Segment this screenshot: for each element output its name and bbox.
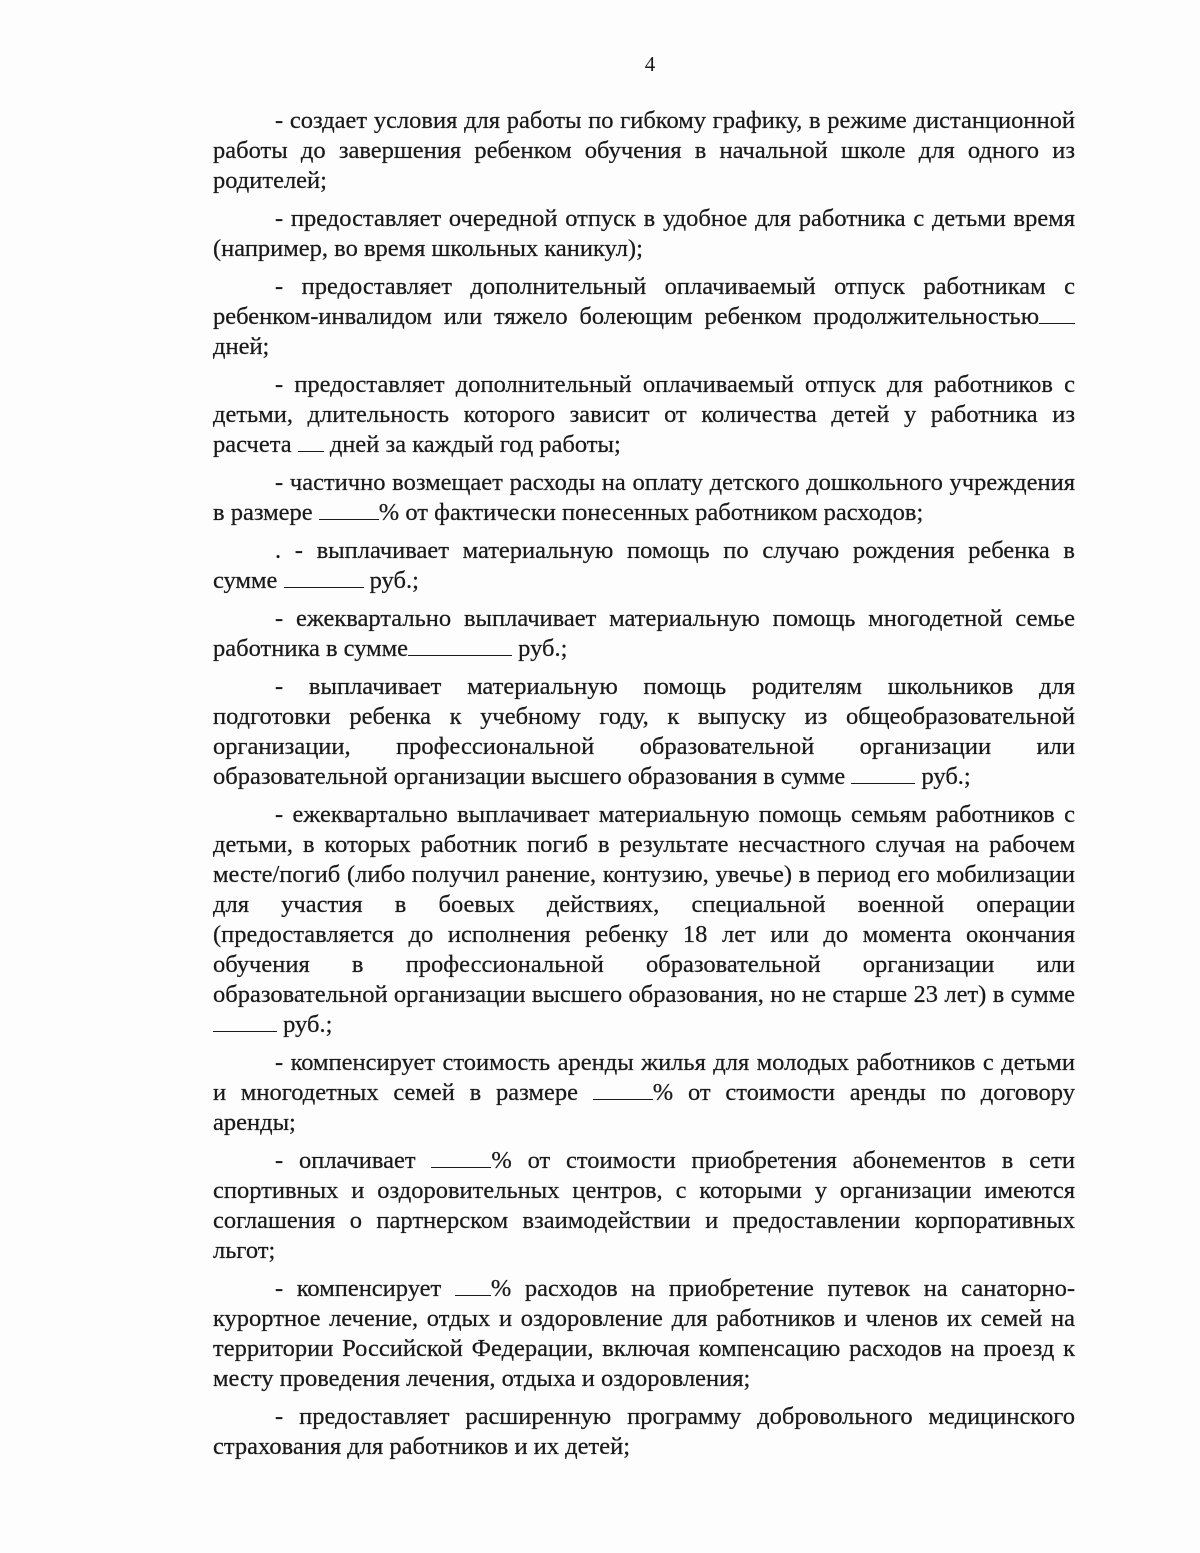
item-text: - создает условия для работы по гибкому графику, в режиме дистанционной работы до завершения ребенком обучения в начальной школе для одного из родителей; (213, 107, 1075, 194)
item-text-before: - частично возмещает расходы на оплату детского дошкольного учреждения в размере (213, 469, 1075, 526)
item-text-after: руб.; (363, 567, 419, 594)
list-item (213, 106, 1075, 196)
blank-field (298, 431, 324, 452)
blank-field (593, 1079, 653, 1100)
item-text-before: - компенсирует (275, 1275, 455, 1302)
list-item (213, 370, 1075, 460)
blank-field (408, 635, 512, 656)
blank-field (455, 1275, 491, 1296)
item-text-before: - предоставляет дополнительный оплачиваемый отпуск работникам с ребенком-инвалидом или тяжело болеющим ребенком продолжительностью (213, 273, 1075, 330)
item-text-before: . - выплачивает материальную помощь по случаю рождения ребенка в сумме (213, 537, 1075, 594)
item-text-after: % от фактически понесенных работником расходов; (378, 499, 924, 526)
blank-field (319, 499, 379, 520)
list-item (213, 1048, 1075, 1138)
blank-field (851, 763, 915, 784)
item-text-after: руб.; (277, 1011, 333, 1038)
list-item (213, 272, 1075, 362)
list-item (213, 800, 1075, 1040)
list-item (213, 1146, 1075, 1266)
item-text-before: - компенсирует стоимость аренды жилья для молодых работников с детьми и многодетных семей в размере (213, 1049, 1075, 1106)
item-text: - предоставляет расширенную программу добровольного медицинского страхования для работников и их детей; (213, 1403, 1075, 1460)
item-text-before: - ежеквартально выплачивает материальную помощь многодетной семье работника в сумме (213, 605, 1075, 662)
item-text-before: - предоставляет дополнительный оплачиваемый отпуск для работников с детьми, длительность которого зависит от количества детей у работника из расчета (213, 371, 1075, 458)
list-item (213, 536, 1075, 596)
list-item (213, 1402, 1075, 1462)
item-text: - предоставляет очередной отпуск в удобное для работника с детьми время (например, во время школьных каникул); (213, 205, 1075, 262)
item-text-after: % от стоимости аренды по договору аренды; (213, 1079, 1075, 1136)
item-text-after: руб.; (512, 635, 568, 662)
list-item (213, 604, 1075, 664)
list-item (213, 1274, 1075, 1394)
blank-field (431, 1147, 491, 1168)
list-item (213, 468, 1075, 528)
list-item (213, 672, 1075, 792)
item-text-after: % от стоимости приобретения абонементов в сети спортивных и оздоровительных центров, с которыми у организации имеются соглашения о партнерском взаимодействии и предоставлении корпоративных льгот; (213, 1147, 1075, 1264)
item-text-after: дней за каждый год работы; (323, 431, 621, 458)
page-number: 4 (644, 52, 656, 76)
item-text-before: - ежеквартально выплачивает материальную помощь семьям работников с детьми, в которых работник погиб в результате несчастного случая на рабочем месте/погиб (либо получил ранение, контузию, увечье) в период его мобилизации для участия в боевых действиях, специальной военной операции (предоставляется до исполнения ребенку 18 лет или до момента окончания обучения в профессиональной образовательной организации или образовательной организации высшего образования, но не старше 23 лет) в сумме (213, 801, 1075, 1008)
item-text-before: - выплачивает материальную помощь родителям школьников для подготовки ребенка к учебному году, к выпуску из общеобразовательной организации, профессиональной образовательной организации или образовательной организации высшего образования в сумме (213, 673, 1075, 790)
item-text-before: - оплачивает (275, 1147, 432, 1174)
item-text-after: руб.; (915, 763, 971, 790)
blank-field (1039, 303, 1075, 324)
blank-field (284, 567, 364, 588)
item-text-after: дней; (213, 333, 270, 360)
list-item (213, 204, 1075, 264)
blank-field (213, 1011, 277, 1032)
document-body (213, 106, 1075, 1466)
item-text-after: % расходов на приобретение путевок на санаторно-курортное лечение, отдых и оздоровление для работников и членов их семей на территории Российской Федерации, включая компенсацию расходов на проезд к месту проведения лечения, отдыха и оздоровления; (213, 1275, 1075, 1392)
